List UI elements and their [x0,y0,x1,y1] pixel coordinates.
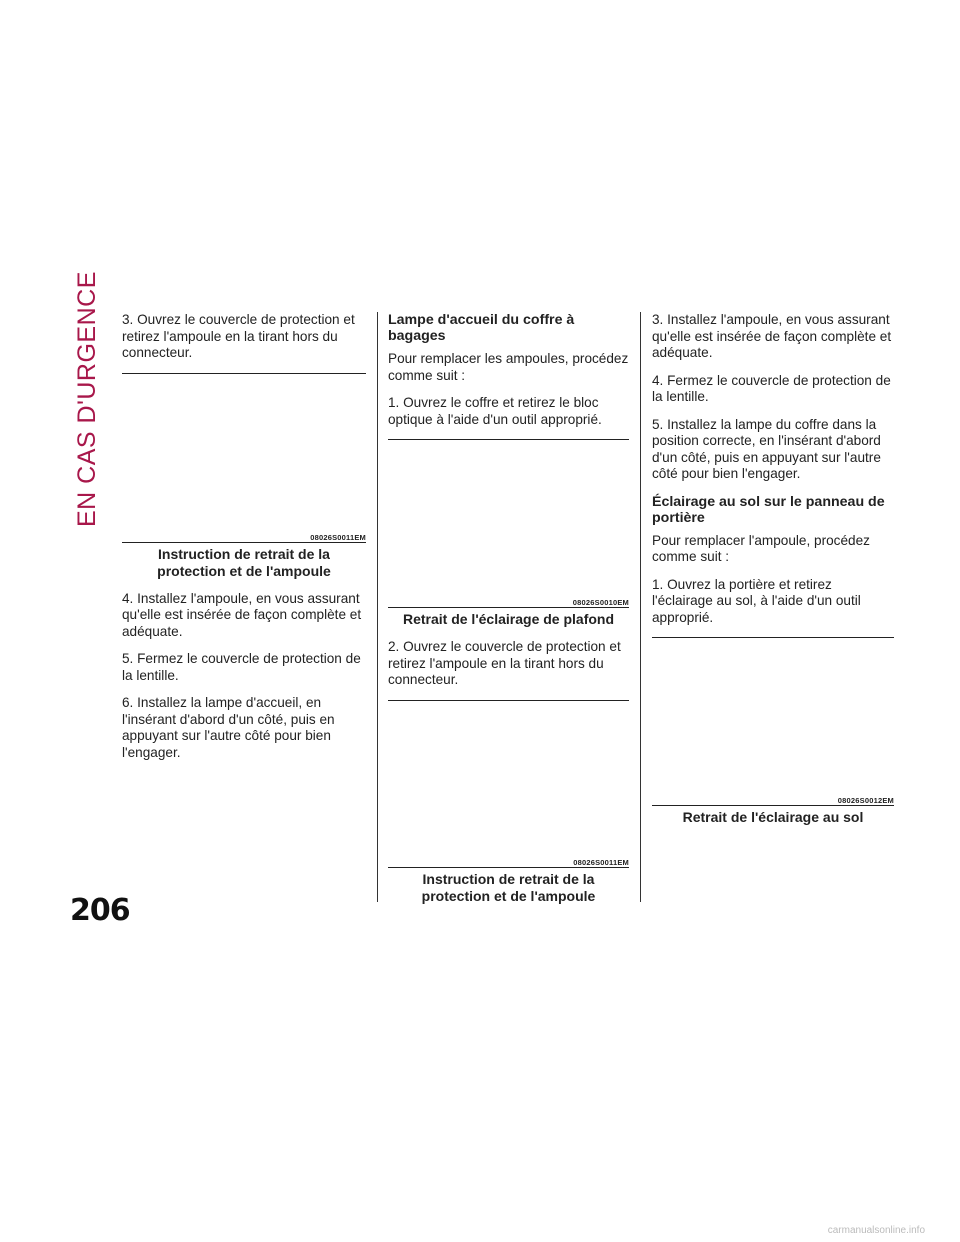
figure-code: 08026S0012EM [837,796,894,805]
figure-code: 08026S0010EM [572,598,629,607]
step-paragraph: 4. Fermez le couvercle de protection de la lentille. [652,372,891,404]
figure-bottom-rule [122,542,366,543]
step-paragraph: 3. Ouvrez le couvercle de protection et retirez l'ampoule en la tirant hors du connecteur. [122,312,355,360]
column-2 [388,312,629,916]
watermark: carmanualsonline.info [827,1225,925,1236]
column-divider [640,312,641,902]
figure-bottom-rule [388,867,629,868]
page-number: 206 [70,893,130,928]
figure-caption: Retrait de l'éclairage au sol [682,809,864,825]
figure-placeholder [388,700,629,867]
figure-code: 08026S0011EM [310,532,366,542]
step-paragraph: 2. Ouvrez le couvercle de protection et retirez l'ampoule en la tirant hors du connecteur. [388,639,621,687]
figure-placeholder [122,373,366,542]
figure-placeholder [652,637,894,805]
figure-placeholder [388,439,629,607]
figure-caption: Instruction de retrait de la protection et de l'ampoule [157,545,331,579]
intro-paragraph: Pour remplacer les ampoules, procédez comme suit : [388,351,629,383]
step-paragraph: 4. Installez l'ampoule, en vous assurant qu'elle est insérée de façon complète et adéquate. [122,590,362,639]
section-side-label: EN CAS D'URGENCE [73,271,101,527]
figure-bottom-rule [388,607,629,608]
step-paragraph: 1. Ouvrez la portière et retirez l'éclairage au sol, à l'aide d'un outil approprié. [652,576,861,625]
intro-paragraph: Pour remplacer l'ampoule, procédez comme suit : [652,532,870,564]
column-1 [122,312,366,772]
column-divider [377,312,378,902]
step-paragraph: 6. Installez la lampe d'accueil, en l'insérant d'abord d'un côté, puis en appuyant sur l'autre côté pour bien l'engager. [122,695,335,760]
step-paragraph: 5. Installez la lampe du coffre dans la position correcte, en l'insérant d'abord d'un côté, puis en appuyant sur l'autre côté pour bien l'engager. [652,416,881,481]
figure-code: 08026S0011EM [573,857,629,867]
step-paragraph: 1. Ouvrez le coffre et retirez le bloc optique à l'aide d'un outil approprié. [388,395,602,427]
figure-caption: Retrait de l'éclairage de plafond [402,611,615,627]
figure-bottom-rule [652,805,894,806]
section-heading: Éclairage au sol sur le panneau de portière [652,493,885,526]
column-3 [652,312,894,837]
figure-caption: Instruction de retrait de la protection et de l'ampoule [421,870,596,904]
step-paragraph: 5. Fermez le couvercle de protection de la lentille. [122,651,361,683]
section-heading: Lampe d'accueil du coffre à bagages [388,312,575,344]
step-paragraph: 3. Installez l'ampoule, en vous assurant qu'elle est insérée de façon complète et adéquate. [652,312,892,360]
